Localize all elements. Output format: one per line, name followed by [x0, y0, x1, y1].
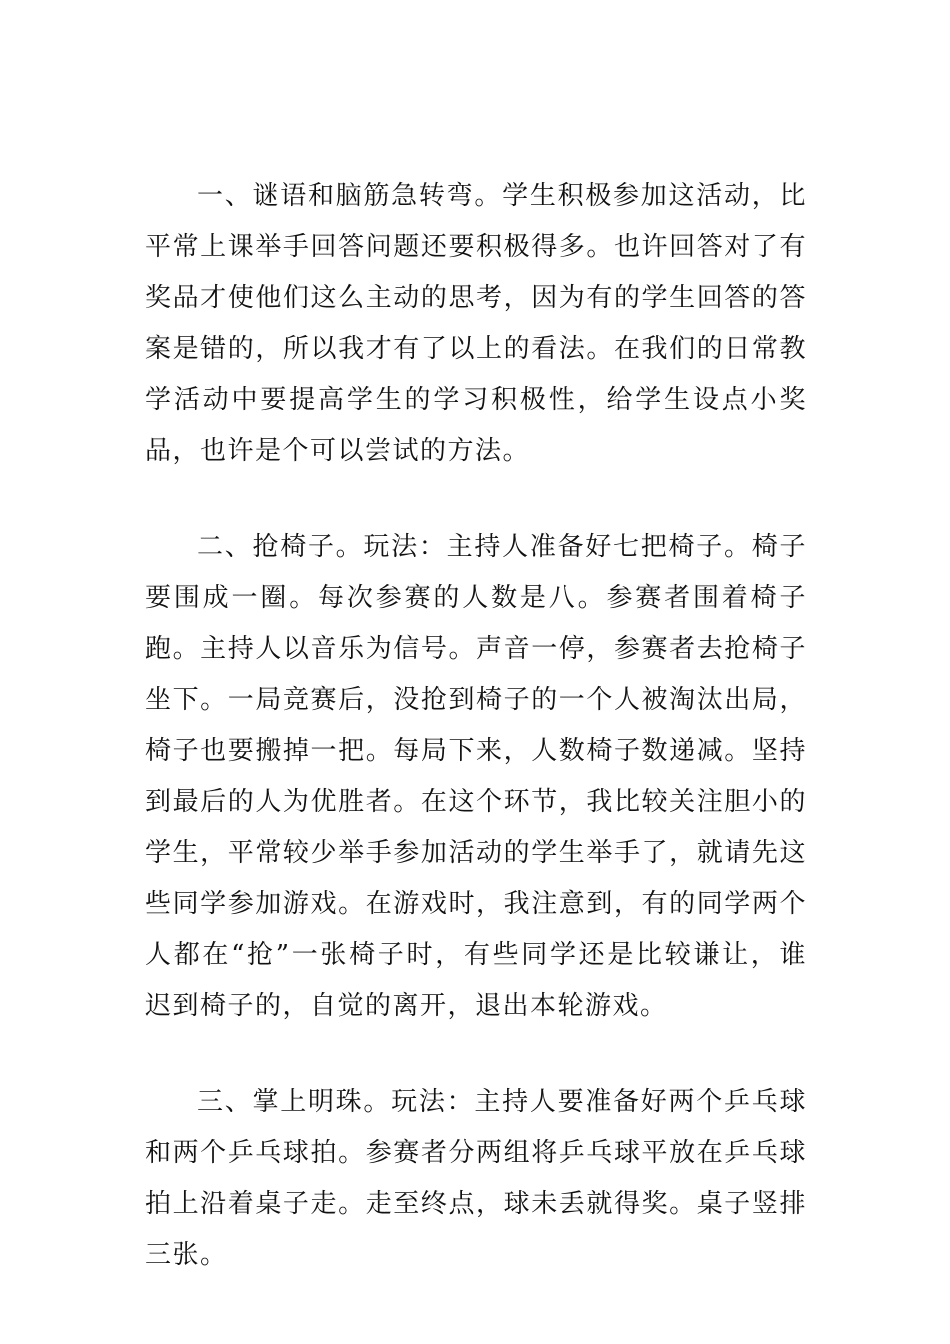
paragraph-riddles: 一、谜语和脑筋急转弯。学生积极参加这活动，比平常上课举手回答问题还要积极得多。也许回答对了有奖品才使他们这么主动的思考，因为有的学生回答的答案是错的，所以我才有了以上的看法。在我们的日常教学活动中要提高学生的学习积极性，给学生设点小奖品，也许是个可以尝试的方法。	[145, 181, 807, 466]
document-body	[145, 171, 807, 1281]
paragraph-ping-pong-balance: 三、掌上明珠。玩法：主持人要准备好两个乒乓球和两个乒乓球拍。参赛者分两组将乒乓球平放在乒乓球拍上沿着桌子走。走至终点，球未丢就得奖。桌子竖排三张。	[145, 1087, 807, 1270]
paragraph-musical-chairs: 二、抢椅子。玩法：主持人准备好七把椅子。椅子要围成一圈。每次参赛的人数是八。参赛者围着椅子跑。主持人以音乐为信号。声音一停，参赛者去抢椅子坐下。一局竞赛后，没抢到椅子的一个人被淘汰出局，椅子也要搬掉一把。每局下来，人数椅子数递减。坚持到最后的人为优胜者。在这个环节，我比较关注胆小的学生，平常较少举手参加活动的学生举手了，就请先这些同学参加游戏。在游戏时，我注意到，有的同学两个人都在“抢”一张椅子时，有些同学还是比较谦让，谁迟到椅子的，自觉的离开，退出本轮游戏。	[145, 532, 807, 1021]
